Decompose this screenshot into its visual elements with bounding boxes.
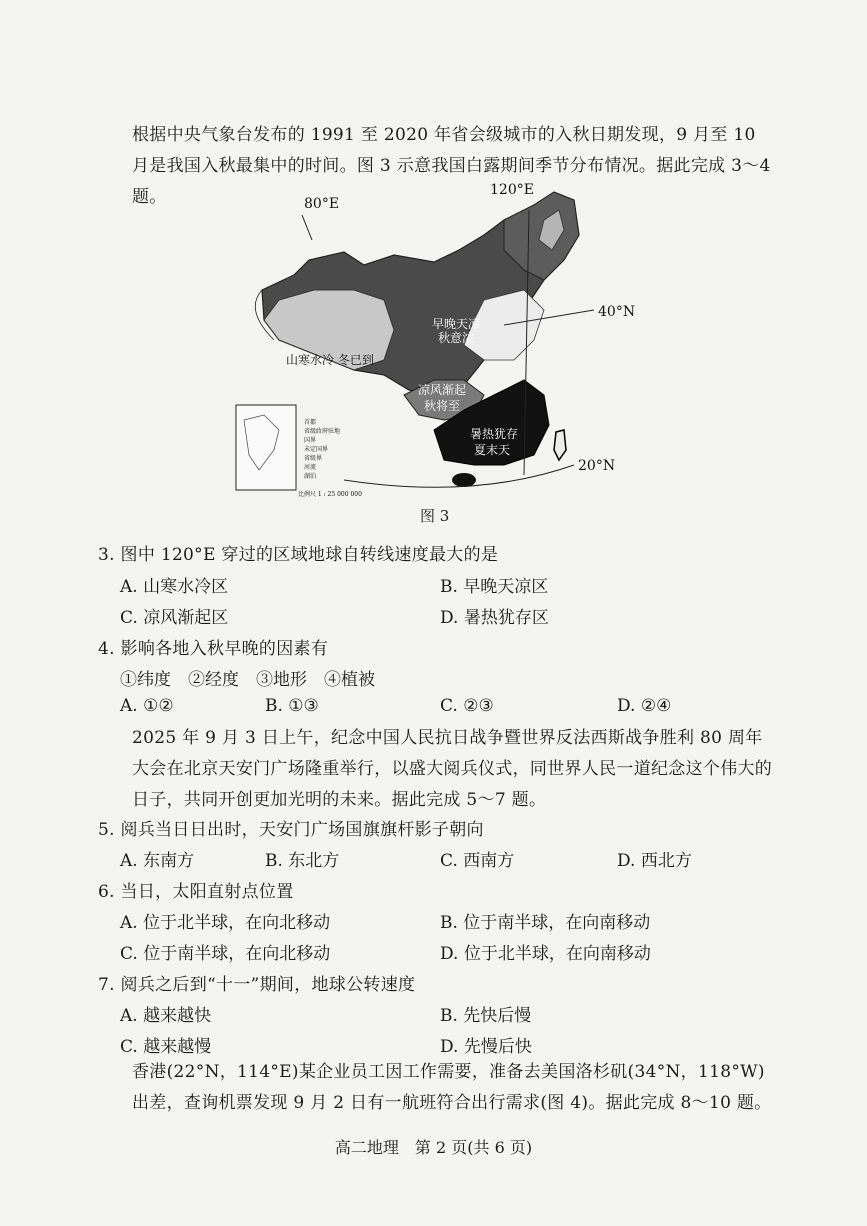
intro-paragraph-1: 根据中央气象台发布的 1991 至 2020 年省会级城市的入秋日期发现，9 月至 10 月是我国入秋最集中的时间。图 3 示意我国白露期间季节分布情况。据此完成 3～4 题。 [132,125,771,207]
label-hot-1: 暑热犹存 [470,427,519,441]
map-taiwan [554,430,566,460]
q6-option-b: B. 位于南半球，在向南移动 [440,913,651,933]
q5-option-c: C. 西南方 [440,851,515,871]
label-cool-1: 凉风渐起 [418,383,467,397]
q7-option-a: A. 越来越快 [120,1006,212,1026]
q4-stem: 4. 影响各地入秋早晚的因素有 [98,639,329,659]
label-north-1: 早晚天凉 [432,317,481,331]
intro-paragraph-3: 香港(22°N，114°E)某企业员工因工作需要，准备去美国洛杉矶(34°N，118°W)出差，查询机票发现 9 月 2 日有一航班符合出行需求(图 4)。据此完成 8～10 题。 [132,1062,772,1113]
china-season-map [234,180,654,500]
q6-stem: 6. 当日，太阳直射点位置 [98,882,294,902]
q4-items: ①纬度 ②经度 ③地形 ④植被 [120,670,375,690]
q4-option-d: D. ②④ [617,696,672,716]
q3-option-a: A. 山寒水冷区 [120,577,229,597]
svg-text:未定国界: 未定国界 [304,446,329,453]
q3-option-c: C. 凉风渐起区 [120,608,229,628]
svg-text:河流: 河流 [304,464,317,471]
intro-paragraph-2: 2025 年 9 月 3 日上午，纪念中国人民抗日战争暨世界反法西斯战争胜利 80 周年大会在北京天安门广场隆重举行，以盛大阅兵仪式，同世界人民一道纪念这个伟大的日子，共同开创更加光明的未来。据此完成 5～7 题。 [132,728,773,810]
label-lat20: 20°N [578,458,616,474]
q5-option-d: D. 西北方 [617,851,692,871]
q7-option-d: D. 先慢后快 [440,1037,532,1057]
map-inset-box [236,405,296,490]
label-mountain: 山寒水冷 冬已到 [286,353,374,367]
q5-option-b: B. 东北方 [265,851,340,871]
q4-option-b: B. ①③ [265,696,319,716]
label-lon120: 120°E [490,182,534,198]
label-hot-2: 夏末天 [474,443,511,457]
svg-text:省级政府驻地: 省级政府驻地 [304,428,341,435]
q6-option-a: A. 位于北半球，在向北移动 [120,913,331,933]
svg-text:省级界: 省级界 [304,455,323,462]
q3-option-d: D. 暑热犹存区 [440,608,549,628]
svg-text:湖泊: 湖泊 [304,473,317,480]
q6-option-c: C. 位于南半球，在向北移动 [120,944,331,964]
label-cool-2: 秋将至 [424,399,461,413]
q6-option-d: D. 位于北半球，在向南移动 [440,944,651,964]
svg-text:国界: 国界 [304,437,317,444]
q5-option-a: A. 东南方 [120,851,195,871]
q7-stem: 7. 阅兵之后到“十一”期间，地球公转速度 [98,975,416,995]
q5-stem: 5. 阅兵当日日出时，天安门广场国旗旗杆影子朝向 [98,820,484,840]
map-hainan [452,473,476,487]
figure-caption: 图 3 [420,507,450,525]
q4-option-c: C. ②③ [440,696,494,716]
label-north-2: 秋意浓 [438,331,475,345]
label-lat40: 40°N [598,304,636,320]
q7-option-b: B. 先快后慢 [440,1006,532,1026]
q7-option-c: C. 越来越慢 [120,1037,212,1057]
meridian-80 [302,215,312,240]
q3-stem: 3. 图中 120°E 穿过的区域地球自转线速度最大的是 [98,545,499,565]
map-legend [304,418,340,480]
page-footer: 高二地理 第 2 页(共 6 页) [334,1138,533,1157]
map-scale: 比例尺 1 : 25 000 000 [298,491,362,498]
svg-text:首都: 首都 [304,419,317,426]
label-lon80: 80°E [304,196,340,212]
q4-option-a: A. ①② [120,696,174,716]
q3-option-b: B. 早晚天凉区 [440,577,549,597]
